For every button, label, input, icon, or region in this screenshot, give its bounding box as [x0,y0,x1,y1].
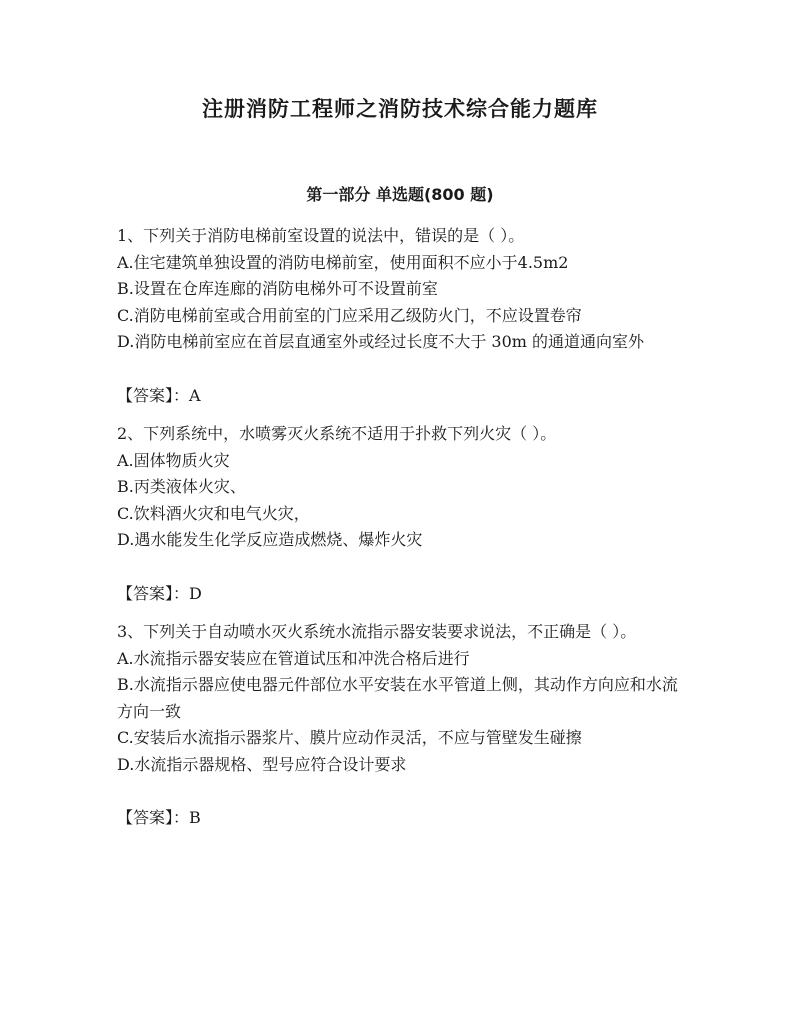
option-b: B.丙类液体火灾、 [117,477,246,496]
answer-value: B [189,808,201,827]
question-stem: 2、下列系统中，水喷雾灭火系统不适用于扑救下列火灾（ ）。 [117,424,557,443]
option-d: D.遇水能发生化学反应造成燃烧、爆炸火灾 [117,530,423,549]
answer-label: 【答案】： [117,385,190,405]
option-c: C.消防电梯前室或合用前室的门应采用乙级防火门，不应设置卷帘 [117,305,582,325]
option-a: A.住宅建筑单独设置的消防电梯前室，使用面积不应小于4.5m2 [117,252,569,272]
answer-line [117,383,687,410]
option-c: C.安装后水流指示器浆片、膜片应动作灵活，不应与管壁发生碰擦 [117,728,582,747]
question-2 [117,421,687,607]
document-title: 注册消防工程师之消防技术综合能力题库 [202,97,598,121]
question-1 [117,223,687,409]
question-3 [117,619,687,832]
answer-value: D [189,583,202,603]
answer-value: A [189,385,201,405]
question-list [117,223,687,844]
option-a: A.固体物质火灾 [117,450,230,470]
answer-label: 【答案】： [117,808,190,827]
answer-label: 【答案】： [117,583,190,603]
option-a: A.水流指示器安装应在管道试压和冲洗合格后进行 [117,648,470,668]
section-title: 第一部分 单选题(800 题) [306,185,494,204]
question-stem: 3、下列关于自动喷水灭火系统水流指示器安装要求说法，不正确是（ ）。 [117,622,637,641]
question-stem: 1、下列关于消防电梯前室设置的说法中，错误的是（ ）。 [117,226,525,245]
option-c: C.饮料酒火灾和电气火灾， [117,503,310,523]
option-d: D.消防电梯前室应在首层直通室外或经过长度不大于 30m 的通道通向室外 [117,332,645,351]
option-b: B.设置在仓库连廊的消防电梯外可不设置前室 [117,279,438,298]
option-d: D.水流指示器规格、型号应符合设计要求 [117,754,407,774]
answer-line [117,805,687,832]
answer-line [117,581,687,608]
option-b: B.水流指示器应使电器元件部位水平安装在水平管道上侧，其动作方向应和水流方向一致 [117,675,678,721]
